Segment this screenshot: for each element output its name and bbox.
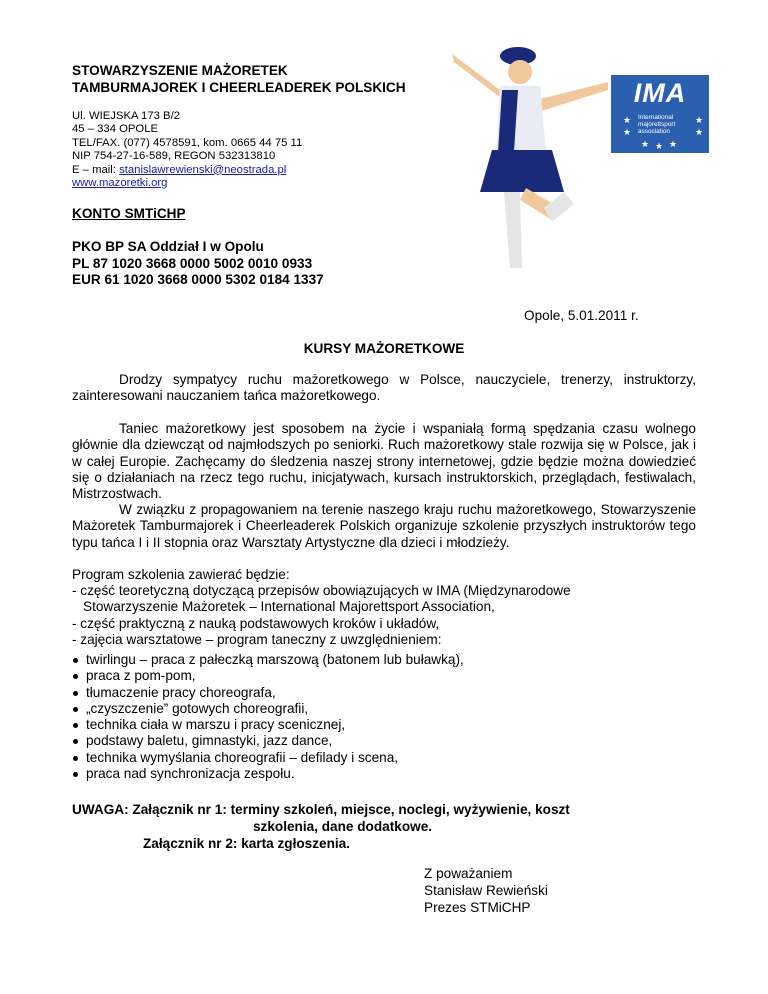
note-line1: UWAGA: Załącznik nr 1: terminy szkoleń, miejsce, noclegi, wyżywienie, koszt: [72, 802, 570, 817]
account-heading: KONTO SMTiCHP: [72, 206, 186, 221]
ima-logo-text: IMA: [633, 78, 687, 108]
program-item-workshop: - zajęcia warsztatowe – program taneczny z uwzględnieniem:: [72, 632, 442, 647]
list-item: praca nad synchronizacja zespołu.: [72, 766, 464, 782]
eur-account-number: EUR 61 1020 3668 0000 5302 0184 1337: [72, 272, 324, 287]
ima-sub-line3: association: [638, 128, 670, 135]
pl-account-number: PL 87 1020 3668 0000 5002 0010 0933: [72, 255, 313, 271]
website-link[interactable]: www.mazoretki.org: [72, 177, 168, 190]
program-item-theory-cont: Stowarzyszenie Mażoretek – International Majorettsport Association,: [83, 599, 495, 614]
organization-name: [72, 63, 406, 96]
workshop-bullet-list: [72, 652, 464, 782]
bullet-icon: [73, 674, 78, 679]
program-item-theory: - część teoretyczną dotyczącą przepisów obowiązujących w IMA (Międzynarodowe: [72, 583, 571, 598]
website-row: [72, 177, 302, 190]
ima-sub-line2: majorettsport: [638, 121, 676, 128]
ima-stars-icon: [611, 75, 709, 153]
address-phone: TEL/FAX. (077) 4578591, kom. 0665 44 75 11: [72, 136, 303, 149]
bullet-icon: [73, 707, 78, 712]
signature-closing: Z poważaniem: [424, 866, 513, 881]
paragraph-intro: Taniec mażoretkowy jest sposobem na życie i wspaniałą formą spędzania czasu wolnego głównie dla dziewcząt od najmłodszych po seniorki. Ruch mażoretkowy stale rozwija się w Polsce, jak i w całej Europie. Zachęcamy do śledzenia naszej strony internetowej, gdzie będzie można dowiedzieć się o działaniach na rzecz tego ruchu, inicjatywach, kursach instruktorskich, przeglądach, festiwalach, Mistrzostwach.: [72, 421, 696, 502]
document-title: KURSY MAŻORETKOWE: [303, 341, 465, 356]
address-block: [72, 110, 302, 190]
email-prefix: E – mail:: [72, 163, 120, 176]
paragraph-training: W związku z propagowaniem na terenie naszego kraju ruchu mażoretkowego, Stowarzyszenie Mażoretek Tamburmajorek i Cheerleaderek Polskich organizuje szkolenie przyszłych instruktorów tego typu tańca I i II stopnia oraz Warsztaty Artystyczne dla dzieci i młodzieży.: [72, 502, 696, 550]
bullet-icon: [73, 756, 78, 761]
svg-text:★: ★: [623, 115, 632, 125]
signature-role: Prezes STMiCHP: [424, 899, 531, 915]
svg-text:★: ★: [669, 139, 678, 149]
address-city: 45 – 334 OPOLE: [72, 123, 159, 136]
bullet-icon: [73, 691, 78, 696]
list-item: technika wymyślania choreografii – defilady i scena,: [72, 750, 464, 766]
list-item: praca z pom-pom,: [72, 668, 464, 684]
address-nip: NIP 754-27-16-589, REGON 532313810: [72, 150, 276, 163]
list-item: tłumaczenie pracy choreografa,: [72, 685, 464, 701]
ima-logo: [611, 75, 709, 153]
bullet-icon: [73, 723, 78, 728]
svg-text:★: ★: [655, 141, 664, 151]
skirt: [480, 150, 564, 192]
list-item: twirlingu – praca z pałeczką marszową (batonem lub buławką),: [72, 652, 464, 668]
signature-block: [424, 866, 548, 916]
address-email-row: [72, 164, 302, 177]
address-street: Ul. WIEJSKA 173 B/2: [72, 110, 180, 122]
program-heading: Program szkolenia zawierać będzie:: [72, 567, 290, 582]
bullet-icon: [73, 739, 78, 744]
list-item: technika ciała w marszu i pracy scenicznej,: [72, 717, 464, 733]
bullet-icon: [73, 658, 78, 663]
svg-text:★: ★: [695, 115, 704, 125]
org-name-line1: STOWARZYSZENIE MAŻORETEK: [72, 63, 288, 78]
svg-text:★: ★: [641, 139, 650, 149]
right-arm: [536, 82, 608, 112]
attachments-note: [72, 802, 570, 852]
bank-details: [72, 239, 324, 289]
svg-text:★: ★: [623, 127, 632, 137]
note-line3: Załącznik nr 2: karta zgłoszenia.: [143, 835, 350, 851]
signature-name: Stanisław Rewieński: [424, 882, 548, 898]
list-item: podstawy baletu, gimnastyki, jazz dance,: [72, 733, 464, 749]
svg-text:★: ★: [695, 127, 704, 137]
org-name-line2: TAMBURMAJOREK I CHEERLEADEREK POLSKICH: [72, 79, 406, 95]
head: [508, 60, 532, 84]
standing-leg-boot: [504, 192, 522, 268]
majorette-dancer-image: [440, 42, 610, 272]
letter-date: Opole, 5.01.2011 r.: [524, 308, 639, 323]
program-item-practice: - część praktyczną z nauką podstawowych kroków i układów,: [72, 616, 440, 631]
ima-sub-line1: International: [638, 114, 674, 121]
bank-name: PKO BP SA Oddział I w Opolu: [72, 239, 264, 254]
list-item: „czyszczenie” gotowych choreografii,: [72, 701, 464, 717]
email-link[interactable]: stanislawrewienski@neostrada.pl: [119, 163, 287, 176]
note-line2: szkolenia, dane dodatkowe.: [253, 818, 433, 834]
paragraph-greeting: Drodzy sympatycy ruchu mażoretkowego w Polsce, nauczyciele, trenerzy, instruktorzy, zainteresowani nauczaniem tańca mażoretkowego.: [72, 372, 696, 404]
left-arm: [452, 54, 506, 102]
bullet-icon: [73, 772, 78, 777]
